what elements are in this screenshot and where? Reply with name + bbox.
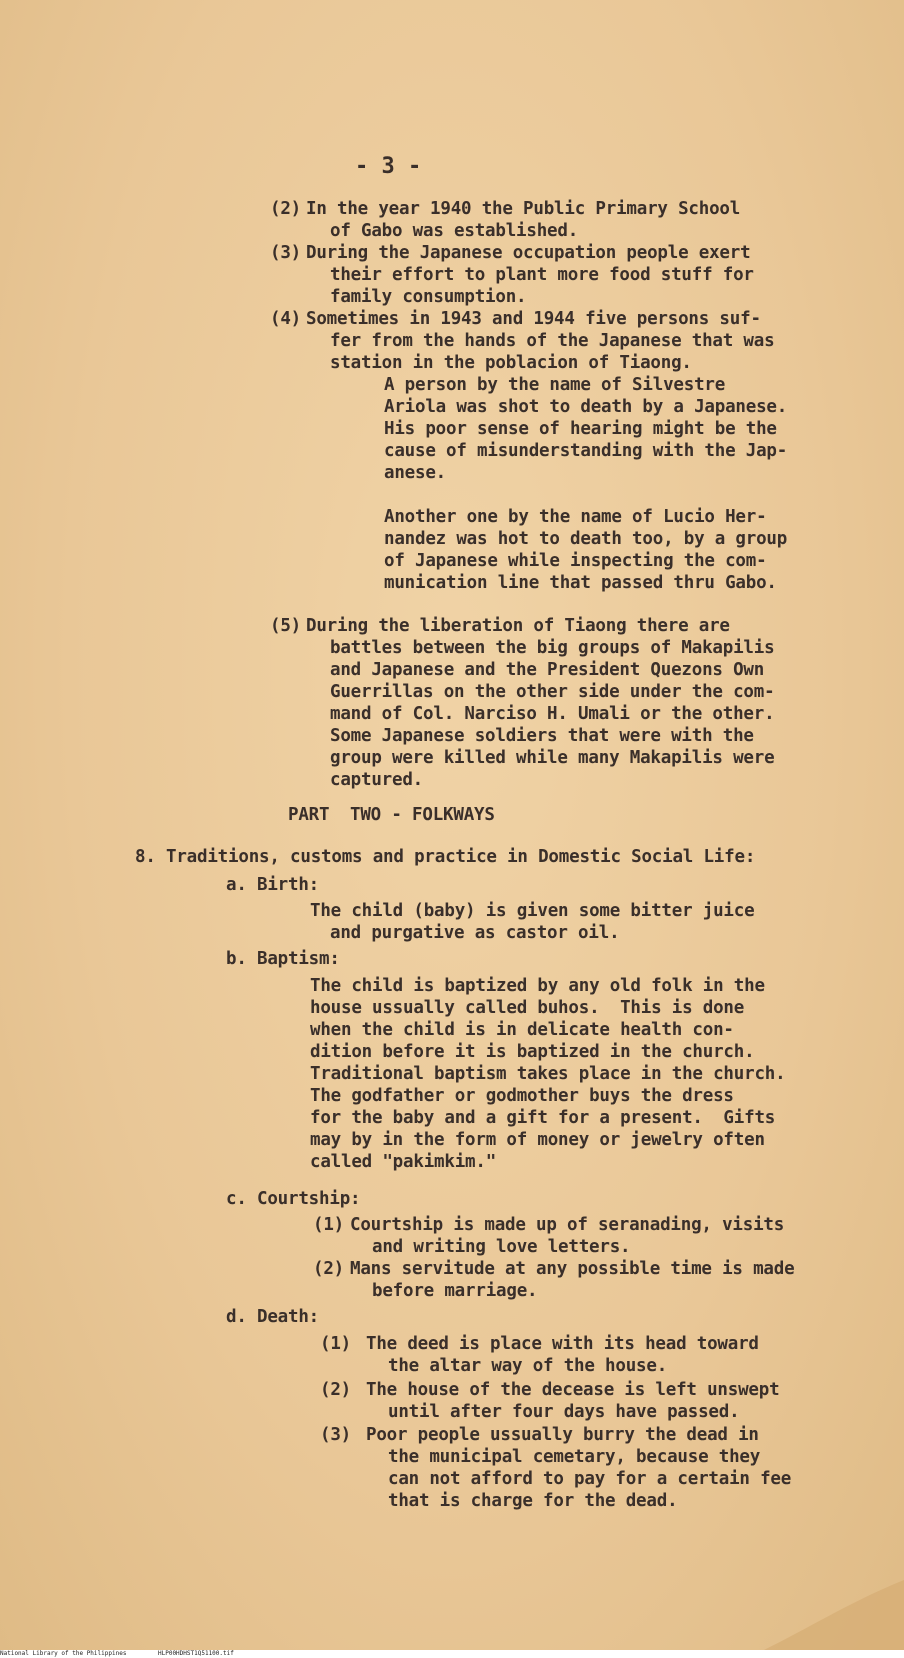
text-line: The house of the decease is left unswept xyxy=(366,1380,780,1400)
text-line: can not afford to pay for a certain fee xyxy=(388,1469,792,1489)
subsection-heading: a. Birth: xyxy=(226,875,320,895)
item-label: (5) xyxy=(270,616,302,636)
text-line: and purgative as castor oil. xyxy=(330,923,620,943)
text-line: munication line that passed thru Gabo. xyxy=(384,573,777,593)
text-line: before marriage. xyxy=(372,1281,538,1301)
text-line: A person by the name of Silvestre xyxy=(384,375,726,395)
text-line: The godfather or godmother buys the dress xyxy=(310,1086,734,1106)
text-line: and writing love letters. xyxy=(372,1237,631,1257)
text-line: captured. xyxy=(330,770,424,790)
page-fold-shadow xyxy=(744,1570,904,1650)
text-line: Guerrillas on the other side under the com- xyxy=(330,682,775,702)
page-number: - 3 - xyxy=(355,154,422,179)
text-line: Courtship is made up of seranading, visits xyxy=(350,1215,785,1235)
footer-source: National Library of the Philippines xyxy=(0,1650,127,1657)
text-line: the municipal cemetary, because they xyxy=(388,1447,761,1467)
text-line: Poor people ussually burry the dead in xyxy=(366,1425,759,1445)
subsection-heading: c. Courtship: xyxy=(226,1189,361,1209)
text-line: mand of Col. Narciso H. Umali or the other. xyxy=(330,704,775,724)
part-title: PART TWO - FOLKWAYS xyxy=(288,805,495,825)
item-label: (4) xyxy=(270,309,302,329)
item-label: (1) xyxy=(313,1215,345,1235)
text-line: Ariola was shot to death by a Japanese. xyxy=(384,397,788,417)
item-label: (2) xyxy=(313,1259,345,1279)
item-label: (1) xyxy=(320,1334,352,1354)
text-line: family consumption. xyxy=(330,287,527,307)
text-line: cause of misunderstanding with the Jap- xyxy=(384,441,788,461)
text-line: may by in the form of money or jewelry often xyxy=(310,1130,765,1150)
item-label: (3) xyxy=(270,243,302,263)
footer-filename: HLP00HDHST1Q51100.tif xyxy=(158,1650,234,1657)
text-line: The child is baptized by any old folk in the xyxy=(310,976,765,996)
text-line: Some Japanese soldiers that were with the xyxy=(330,726,754,746)
text-line: dition before it is baptized in the church. xyxy=(310,1042,755,1062)
text-line: station in the poblacion of Tiaong. xyxy=(330,353,692,373)
text-line: and Japanese and the President Quezons Own xyxy=(330,660,765,680)
text-line: In the year 1940 the Public Primary School xyxy=(306,199,741,219)
text-line: During the liberation of Tiaong there are xyxy=(306,616,730,636)
item-label: (3) xyxy=(320,1425,352,1445)
text-line: called "pakimkim." xyxy=(310,1152,497,1172)
subsection-heading: d. Death: xyxy=(226,1307,320,1327)
text-line: Sometimes in 1943 and 1944 five persons suf- xyxy=(306,309,761,329)
text-line: During the Japanese occupation people exert xyxy=(306,243,751,263)
subsection-heading: b. Baptism: xyxy=(226,949,340,969)
section-heading: 8. Traditions, customs and practice in Domestic Social Life: xyxy=(135,847,756,867)
text-line: for the baby and a gift for a present. Gifts xyxy=(310,1108,776,1128)
text-line: until after four days have passed. xyxy=(388,1402,740,1422)
text-line: nandez was hot to death too, by a group xyxy=(384,529,788,549)
text-line: anese. xyxy=(384,463,447,483)
scan-footer xyxy=(0,1650,904,1658)
text-line: battles between the big groups of Makapilis xyxy=(330,638,775,658)
text-line: group were killed while many Makapilis were xyxy=(330,748,775,768)
text-line: Mans servitude at any possible time is made xyxy=(350,1259,795,1279)
text-line: that is charge for the dead. xyxy=(388,1491,678,1511)
text-line: of Gabo was established. xyxy=(330,221,579,241)
text-line: His poor sense of hearing might be the xyxy=(384,419,777,439)
text-line: fer from the hands of the Japanese that was xyxy=(330,331,775,351)
text-line: The child (baby) is given some bitter juice xyxy=(310,901,755,921)
text-line: Traditional baptism takes place in the church. xyxy=(310,1064,786,1084)
text-line: The deed is place with its head toward xyxy=(366,1334,759,1354)
text-line: when the child is in delicate health con- xyxy=(310,1020,734,1040)
text-line: their effort to plant more food stuff for xyxy=(330,265,754,285)
text-line: house ussually called buhos. This is done xyxy=(310,998,745,1018)
item-label: (2) xyxy=(320,1380,352,1400)
text-line: the altar way of the house. xyxy=(388,1356,668,1376)
text-line: Another one by the name of Lucio Her- xyxy=(384,507,767,527)
item-label: (2) xyxy=(270,199,302,219)
text-line: of Japanese while inspecting the com- xyxy=(384,551,767,571)
